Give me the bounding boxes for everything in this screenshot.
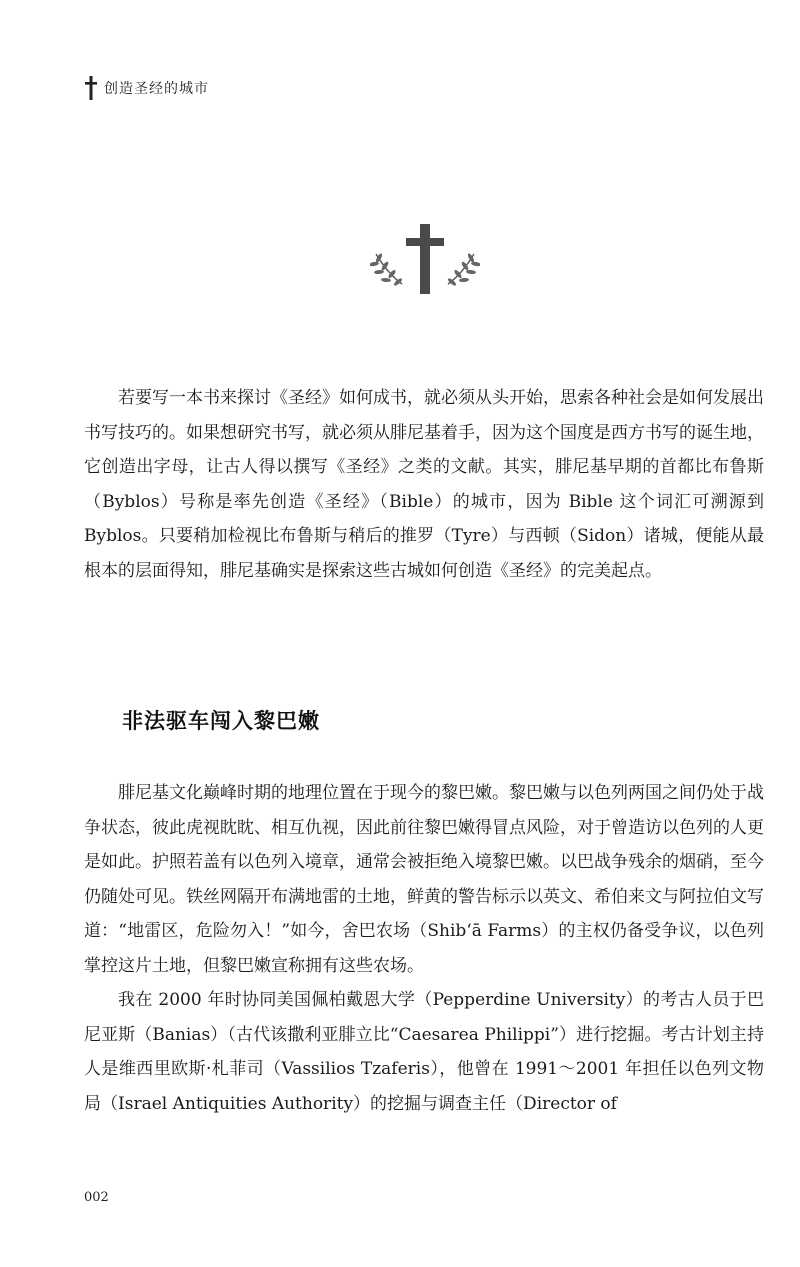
intro-paragraph: 若要写一本书来探讨《圣经》如何成书，就必须从头开始，思索各种社会是如何发展出书写技巧的。如果想研究书写，就必须从腓尼基着手，因为这个国度是西方书写的诞生地，它创造出字母，让古人得以撰写《圣经》之类的文献。其实，腓尼基早期的首都比布鲁斯（Byblos）号称是率先创造《圣经》（Bible）的城市，因为 Bible 这个词汇可溯源到 Byblos。只要稍加检视比布鲁斯与稍后的推罗（Tyre）与西顿（Sidon）诸城，便能从最根本的层面得知，腓尼基确实是探索这些古城如何创造《圣经》的完美起点。 xyxy=(84,388,764,581)
body-paragraph: 我在 2000 年时协同美国佩柏戴恩大学（Pepperdine University）的考古人员于巴尼亚斯（Banias）（古代该撒利亚腓立比“Caesarea Philippi”）进行挖掘。考古计划主持人是维西里欧斯·札菲司（Vassilios Tzaferis），他曾在 1991～2001 年担任以色列文物局（Israel Antiquities Authority）的挖掘与调查主任（Director of xyxy=(84,990,764,1114)
cross-laurel-ornament-icon xyxy=(370,222,480,296)
cross-icon xyxy=(84,75,98,101)
section-body xyxy=(84,776,764,1121)
body-paragraph: 腓尼基文化巅峰时期的地理位置在于现今的黎巴嫩。黎巴嫩与以色列两国之间仍处于战争状态，彼此虎视眈眈、相互仇视，因此前往黎巴嫩得冒点风险，对于曾造访以色列的人更是如此。护照若盖有以色列入境章，通常会被拒绝入境黎巴嫩。以巴战争残余的烟硝，至今仍随处可见。铁丝网隔开布满地雷的土地，鲜黄的警告标示以英文、希伯来文与阿拉伯文写道：“地雷区，危险勿入！”如今，舍巴农场（Shib‘ā Farms）的主权仍备受争议，以色列掌控这片土地，但黎巴嫩宣称拥有这些农场。 xyxy=(84,783,764,976)
running-header xyxy=(84,74,209,102)
section-heading: 非法驱车闯入黎巴嫩 xyxy=(122,709,320,733)
running-header-title: 创造圣经的城市 xyxy=(104,81,209,97)
page-number: 002 xyxy=(84,1190,109,1205)
intro-section xyxy=(84,381,764,588)
